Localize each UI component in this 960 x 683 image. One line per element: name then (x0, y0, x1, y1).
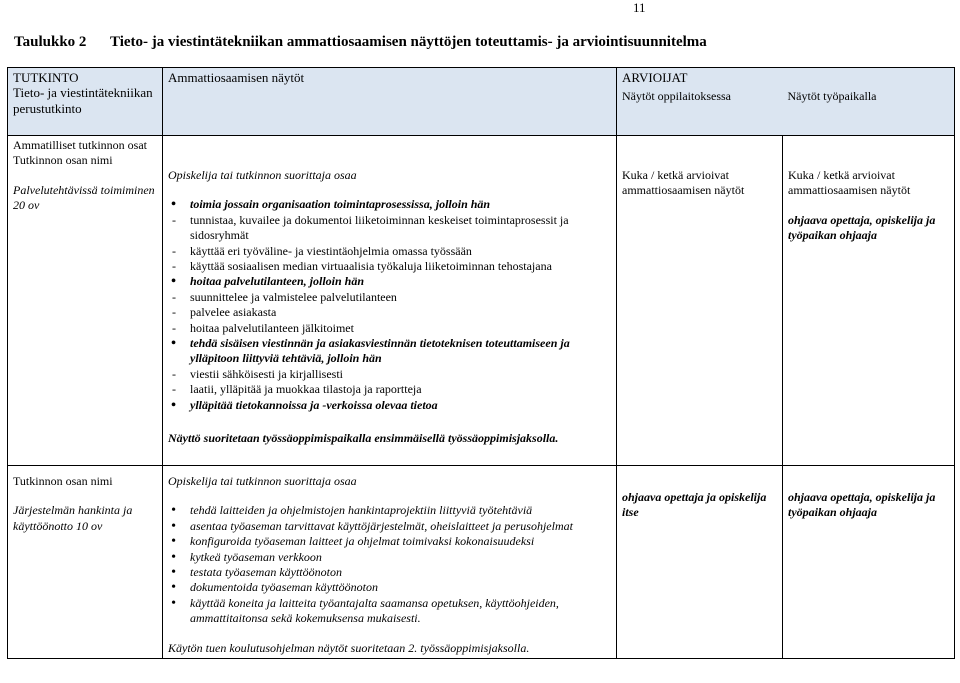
header-arvioijat-cell (617, 68, 955, 88)
module-1-oppilaitos-cell (617, 135, 783, 465)
module-2-footer: Käytön tuen koulutusohjelman näytöt suoritetaan 2. työssäoppimisjaksolla. (168, 640, 530, 655)
list-item: • konfiguroida työaseman laitteet ja ohjelmat toimivaksi kokonaisuudeksi (168, 534, 611, 549)
module-2-name: Järjestelmän hankinta ja käyttöönotto 10 ov (13, 503, 133, 533)
table-caption-text: Tieto- ja viestintätekniikan ammattiosaamisen näyttöjen toteuttamis- ja arviointisuunnitelma (110, 34, 707, 50)
header-tutkinto-cell (8, 68, 163, 136)
list-item: • tehdä laitteiden ja ohjelmistojen hankintaprojektiin liittyviä työtehtäviä (168, 503, 611, 518)
list-item: - palvelee asiakasta (168, 305, 611, 320)
module-row-1 (8, 135, 955, 465)
module-1-list (168, 197, 611, 413)
module-1-col3-label: Kuka / ketkä arvioivat ammattiosaamisen näytöt (622, 167, 745, 198)
header-tyopaikka-cell (783, 87, 955, 135)
list-item: • asentaa työaseman tarvittavat käyttöjärjestelmät, oheislaitteet ja perusohjelmat (168, 519, 611, 534)
module-2-list (168, 503, 611, 626)
module-2-content-cell (163, 465, 617, 658)
tutkinto-name: Tieto- ja viestintätekniikan perustutkinto (13, 85, 153, 116)
module-1-content-cell (163, 135, 617, 465)
module-2-col4-value: ohjaava opettaja, opiskelija ja työpaikan ohjaaja (788, 489, 936, 520)
oppilaitos-label: Näytöt oppilaitoksessa (622, 89, 731, 104)
header-naytot-cell (163, 68, 617, 136)
table-caption (14, 34, 707, 51)
list-item: • toimia jossain organisaation toimintaprosessissa, jolloin hän (168, 197, 611, 212)
header-oppilaitos-cell (617, 87, 783, 135)
list-item: • kytkeä työaseman verkkoon (168, 550, 611, 565)
list-item: • tehdä sisäisen viestinnän ja asiakasviestinnän tietoteknisen toteuttamiseen ja ylläpitoon liittyviä tehtäviä, jolloin hän (168, 336, 611, 367)
table-caption-label: Taulukko 2 (14, 34, 87, 50)
module-2-col3-value: ohjaava opettaja ja opiskelija itse (622, 489, 767, 520)
module-2-intro: Opiskelija tai tutkinnon suorittaja osaa (168, 473, 357, 488)
list-item: - hoitaa palvelutilanteen jälkitoimet (168, 321, 611, 336)
tutkinto-label: TUTKINTO (13, 70, 79, 85)
module-2-oppilaitos-cell (617, 465, 783, 658)
ammatilliset-label: Ammatilliset tutkinnon osat (13, 137, 147, 152)
list-item: • testata työaseman käyttöönoton (168, 565, 611, 580)
arvioijat-label: ARVIOIJAT (622, 70, 688, 85)
list-item: • hoitaa palvelutilanteen, jolloin hän (168, 274, 611, 289)
header-row-1 (8, 68, 955, 88)
module-1-name-cell (8, 135, 163, 465)
module-1-footer: Näyttö suoritetaan työssäoppimispaikalla ensimmäisellä työssäoppimisjaksolla. (168, 431, 559, 445)
module-1-col4-value: ohjaava opettaja, opiskelija ja työpaikan ohjaaja (788, 212, 936, 243)
module-1-intro: Opiskelija tai tutkinnon suorittaja osaa (168, 167, 357, 182)
page-number: 11 (633, 0, 646, 15)
naytot-label: Ammattiosaamisen näytöt (168, 70, 305, 85)
list-item: • dokumentoida työaseman käyttöönoton (168, 580, 611, 595)
list-item: - käyttää sosiaalisen median virtuaalisia työkaluja liiketoiminnan tehostajana (168, 259, 611, 274)
list-item: - viestii sähköisesti ja kirjallisesti (168, 367, 611, 382)
list-item: • ylläpitää tietokannoissa ja -verkoissa olevaa tietoa (168, 398, 611, 413)
module-2-tyopaikka-cell (783, 465, 955, 658)
list-item: - suunnittelee ja valmistelee palvelutilanteen (168, 290, 611, 305)
module-1-col4-label: Kuka / ketkä arvioivat ammattiosaamisen näytöt (788, 167, 911, 198)
module-1-tyopaikka-cell (783, 135, 955, 465)
module-2-name-cell (8, 465, 163, 658)
list-item: - käyttää eri työväline- ja viestintäohjelmia omassa työssään (168, 244, 611, 259)
osan-nimi-label: Tutkinnon osan nimi (13, 153, 113, 168)
list-item: - tunnistaa, kuvailee ja dokumentoi liiketoiminnan keskeiset toimintaprosessit ja sidosryhmät (168, 213, 611, 244)
module-1-name: Palvelutehtävissä toimiminen 20 ov (13, 182, 155, 213)
module-2-label: Tutkinnon osan nimi (13, 473, 113, 488)
assessment-plan-table (7, 67, 955, 659)
list-item: - laatii, ylläpitää ja muokkaa tilastoja ja raportteja (168, 382, 611, 397)
list-item: • käyttää koneita ja laitteita työantajalta saamansa opetuksen, käyttöohjeiden, ammattitaitonsa sekä kokemuksensa mukaisesti. (168, 596, 611, 627)
module-row-2 (8, 465, 955, 658)
tyopaikka-label: Näytöt työpaikalla (787, 89, 877, 104)
